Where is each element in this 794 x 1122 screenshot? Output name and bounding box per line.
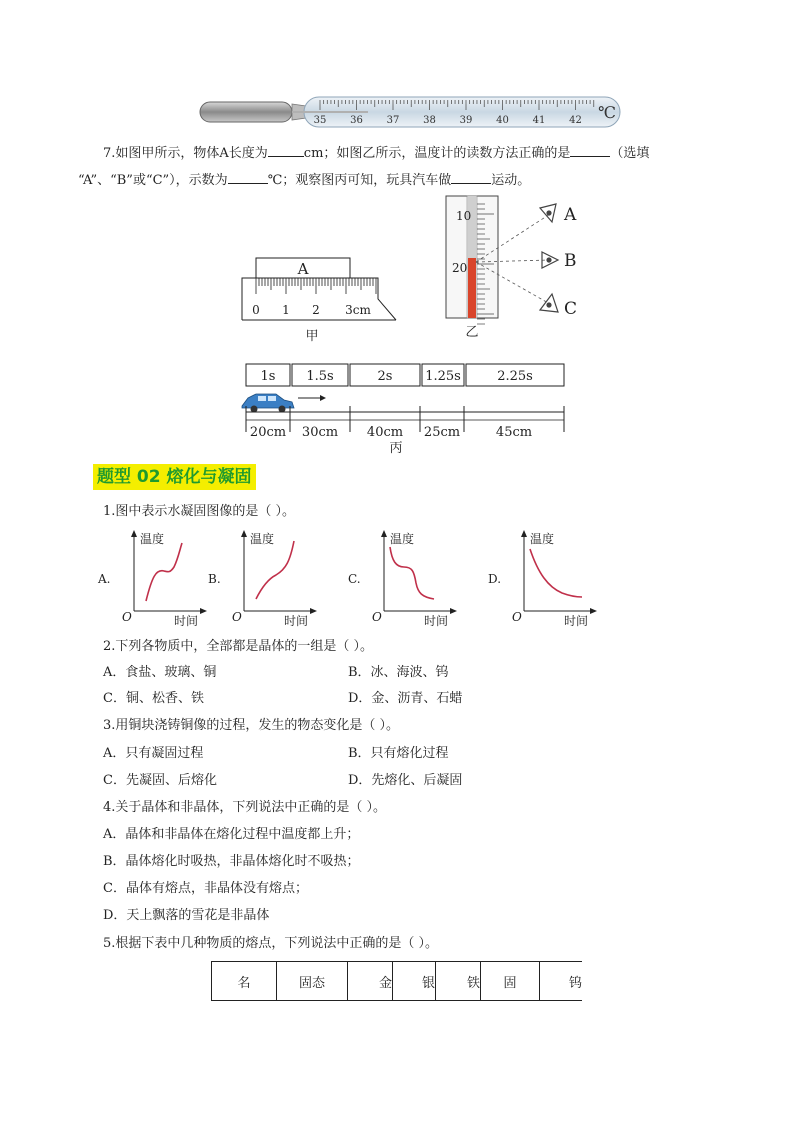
- table-cell: 名: [212, 962, 277, 1001]
- answer-blank-method[interactable]: [570, 144, 610, 157]
- block-a-label: A: [297, 260, 309, 278]
- distance-label: 40cm: [366, 425, 404, 440]
- ruler-tick-0: 0: [252, 303, 260, 317]
- q4-option-b[interactable]: B．晶体熔化时吸热，非晶体熔化时不吸热；: [103, 854, 360, 869]
- q7-text-d: “A”、“B”或“C”），示数为: [78, 173, 228, 188]
- q7-text-b: cm；如图乙所示，温度计的读数方法正确的是: [303, 146, 571, 161]
- distance-label: 25cm: [423, 425, 461, 440]
- y-axis-label: 温度: [250, 532, 275, 546]
- eye-icon: [540, 294, 558, 312]
- table-row: [212, 962, 583, 1001]
- toy-car-motion-figure: [240, 360, 570, 460]
- table-cell: 银: [393, 962, 436, 1001]
- origin-label: O: [372, 610, 382, 624]
- ruler-tick-3: 3cm: [345, 303, 371, 317]
- q7-line-1: [103, 144, 649, 163]
- x-axis-label: 时间: [284, 614, 309, 628]
- thermometer-unit: ℃: [598, 103, 616, 122]
- x-axis-label: 时间: [424, 614, 449, 628]
- time-label: 2s: [377, 369, 393, 384]
- q4-option-c[interactable]: C．晶体有熔点，非晶体没有熔点；: [103, 881, 308, 896]
- y-axis-label: 温度: [140, 532, 165, 546]
- scale-label-20: 20: [452, 261, 468, 275]
- option-letter: A.: [98, 572, 111, 586]
- thermometer-tick-label: 39: [459, 115, 473, 126]
- ruler-figure: [238, 254, 402, 346]
- q1-graphs: [96, 527, 736, 631]
- q3-option-d[interactable]: D．先熔化、后凝固: [348, 773, 463, 788]
- q2-option-d[interactable]: D．金、沥青、石蜡: [348, 691, 463, 706]
- q4-stem: 4.关于晶体和非晶体，下列说法中正确的是（ ）。: [103, 800, 387, 815]
- q7-text-c: （选填: [610, 146, 650, 161]
- q2-option-a[interactable]: A．食盐、玻璃、铜: [103, 665, 217, 680]
- q3-option-c[interactable]: C．先凝固、后熔化: [103, 773, 217, 788]
- q2-option-b[interactable]: B．冰、海波、钨: [348, 665, 449, 680]
- answer-blank-motion[interactable]: [451, 171, 491, 184]
- option-letter: B.: [208, 572, 221, 586]
- car-icon: [242, 394, 294, 413]
- thermometer-tick-label: 35: [313, 115, 327, 126]
- thermometer-tick-label: 41: [532, 115, 546, 126]
- clinical-thermometer-figure: [198, 94, 626, 134]
- y-axis-label: 温度: [390, 532, 415, 546]
- thermometer-tick-label: 40: [496, 115, 509, 126]
- origin-label: O: [122, 610, 132, 624]
- time-label: 1.25s: [425, 369, 461, 384]
- figure-caption-yi: 乙: [465, 325, 479, 340]
- x-axis-label: 时间: [174, 614, 199, 628]
- q3-option-a[interactable]: A．只有凝固过程: [103, 746, 204, 761]
- q7-text-f: 运动。: [491, 173, 531, 188]
- q7-text-e: ℃；观察图丙可知，玩具汽车做: [267, 173, 452, 188]
- thermometer-reading-figure: [440, 194, 590, 340]
- figure-caption-bing: 丙: [389, 441, 403, 456]
- q2-option-c[interactable]: C．铜、松香、铁: [103, 691, 204, 706]
- time-label: 2.25s: [497, 369, 533, 384]
- thermometer-tick-label: 36: [350, 115, 363, 126]
- eye-label-b: B: [564, 251, 577, 271]
- melting-point-table: [211, 961, 582, 1001]
- q4-option-a[interactable]: A．晶体和非晶体在熔化过程中温度都上升；: [103, 827, 360, 842]
- time-label: 1s: [260, 369, 276, 384]
- q7-text-a: 7.如图甲所示，物体A长度为: [103, 146, 268, 161]
- section-title: 题型 02 熔化与凝固: [93, 464, 256, 490]
- ruler-tick-1: 1: [282, 303, 290, 317]
- time-label: 1.5s: [306, 369, 334, 384]
- q3-option-b[interactable]: B．只有熔化过程: [348, 746, 449, 761]
- table-cell: 固: [481, 962, 540, 1001]
- thermometer-tick-label: 42: [569, 115, 582, 126]
- ruler-tick-2: 2: [312, 303, 320, 317]
- eye-label-c: C: [564, 299, 578, 319]
- q5-stem: 5.根据下表中几种物质的熔点，下列说法中正确的是（ ）。: [103, 936, 439, 951]
- answer-blank-reading[interactable]: [228, 171, 268, 184]
- scale-label-10: 10: [456, 209, 472, 223]
- distance-label: 45cm: [495, 425, 533, 440]
- figure-caption-jia: 甲: [305, 329, 319, 344]
- y-axis-label: 温度: [530, 532, 555, 546]
- thermometer-tick-label: 38: [423, 115, 436, 126]
- table-cell: 铁: [436, 962, 481, 1001]
- eye-label-a: A: [564, 205, 577, 225]
- x-axis-label: 时间: [564, 614, 589, 628]
- q3-stem: 3.用铜块浇铸铜像的过程，发生的物态变化是（ ）。: [103, 718, 400, 733]
- distance-label: 20cm: [249, 425, 287, 440]
- thermometer-tick-label: 37: [386, 115, 400, 126]
- q1-stem: 1.图中表示水凝固图像的是（ ）。: [103, 504, 296, 519]
- distance-label: 30cm: [301, 425, 339, 440]
- q1-option-b[interactable]: [206, 527, 326, 631]
- table-cell: 金: [348, 962, 393, 1001]
- option-letter: D.: [488, 572, 502, 586]
- table-cell: 钨: [540, 962, 583, 1001]
- q2-stem: 2.下列各物质中，全部都是晶体的一组是（ ）。: [103, 639, 374, 654]
- answer-blank-length[interactable]: [268, 144, 304, 157]
- q4-option-d[interactable]: D．天上飘落的雪花是非晶体: [103, 908, 270, 923]
- q1-option-d[interactable]: [486, 527, 606, 631]
- q1-option-a[interactable]: [96, 527, 216, 631]
- option-letter: C.: [348, 572, 361, 586]
- table-cell: 固态: [277, 962, 348, 1001]
- q7-line-2: [78, 171, 530, 190]
- origin-label: O: [512, 610, 522, 624]
- origin-label: O: [232, 610, 242, 624]
- q1-option-c[interactable]: [346, 527, 466, 631]
